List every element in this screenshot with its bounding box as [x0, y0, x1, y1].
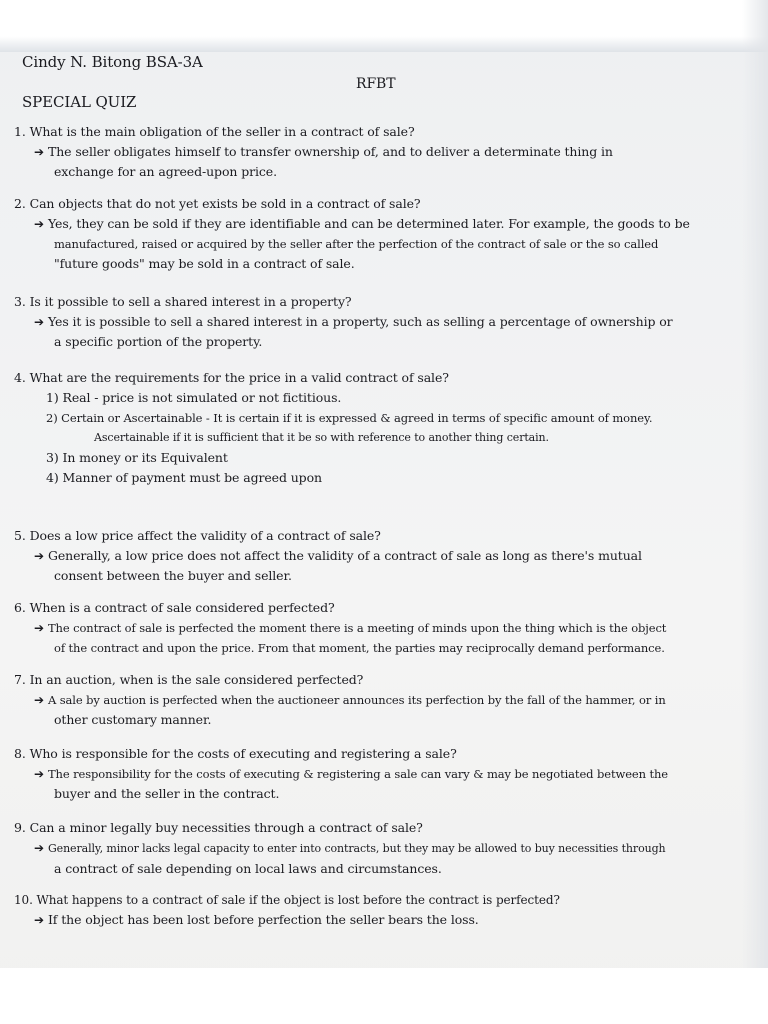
answer-line [14, 690, 754, 710]
arrow-icon: ➔ [34, 217, 44, 231]
bottom-margin [0, 968, 768, 1024]
arrow-icon: ➔ [34, 693, 44, 707]
answer-line [14, 910, 754, 930]
answer-continuation: other customary manner. [54, 712, 212, 727]
answer-continuation: consent between the buyer and seller. [54, 568, 292, 583]
question-block-10 [14, 890, 754, 930]
answer-line [14, 764, 754, 784]
answer-continuation: "future goods" may be sold in a contract of sale. [54, 256, 355, 271]
question-text: 7. In an auction, when is the sale considered perfected? [14, 672, 364, 687]
requirement-item: 2) Certain or Ascertainable - It is certain if it is expressed & agreed in terms of specific amount of money. [46, 411, 653, 425]
question-block-6 [14, 598, 754, 658]
subject-code: RFBT [356, 76, 396, 92]
arrow-icon: ➔ [34, 621, 44, 635]
question-block-2 [14, 194, 754, 274]
answer-text: The responsibility for the costs of executing & registering a sale can vary & may be negotiated between the [47, 767, 669, 781]
question-text: 4. What are the requirements for the price in a valid contract of sale? [14, 370, 449, 385]
question-text: 1. What is the main obligation of the seller in a contract of sale? [14, 124, 415, 139]
answer-line [14, 312, 754, 332]
answer-text: If the object has been lost before perfection the seller bears the loss. [47, 912, 479, 927]
answer-text: The seller obligates himself to transfer ownership of, and to deliver a determinate thing in [47, 144, 613, 159]
answer-continuation: a contract of sale depending on local laws and circumstances. [54, 861, 442, 876]
question-text: 9. Can a minor legally buy necessities through a contract of sale? [14, 820, 423, 835]
question-block-4 [14, 368, 754, 488]
arrow-icon: ➔ [34, 767, 44, 781]
student-name: Cindy N. Bitong BSA-3A [22, 53, 203, 71]
answer-text: Generally, a low price does not affect the validity of a contract of sale as long as there's mutual [47, 548, 642, 563]
answer-continuation: exchange for an agreed-upon price. [54, 164, 277, 179]
answer-text: The contract of sale is perfected the moment there is a meeting of minds upon the thing which is the object [47, 621, 667, 635]
question-text: 6. When is a contract of sale considered perfected? [14, 600, 335, 615]
question-block-7 [14, 670, 754, 730]
answer-text: Yes it is possible to sell a shared interest in a property, such as selling a percentage of ownership or [47, 314, 673, 329]
arrow-icon: ➔ [34, 315, 44, 329]
question-text: 5. Does a low price affect the validity of a contract of sale? [14, 528, 381, 543]
requirement-note: Ascertainable if it is sufficient that it be so with reference to another thing certain. [94, 431, 549, 444]
answer-continuation: of the contract and upon the price. From that moment, the parties may reciprocally demand performance. [54, 641, 665, 655]
requirement-item: 3) In money or its Equivalent [46, 450, 228, 465]
answer-line [14, 838, 754, 859]
answer-line [14, 618, 754, 638]
top-margin [0, 0, 768, 52]
requirement-item: 1) Real - price is not simulated or not fictitious. [46, 390, 342, 405]
arrow-icon: ➔ [34, 913, 44, 927]
arrow-icon: ➔ [34, 841, 44, 855]
question-text: 10. What happens to a contract of sale if the object is lost before the contract is perfected? [14, 893, 560, 907]
arrow-icon: ➔ [34, 145, 44, 159]
answer-continuation: a specific portion of the property. [54, 334, 263, 349]
answer-continuation: manufactured, raised or acquired by the seller after the perfection of the contract of sale or the so called [54, 237, 659, 251]
answer-line [14, 214, 754, 234]
question-block-1 [14, 122, 754, 182]
answer-text: A sale by auction is perfected when the auctioneer announces its perfection by the fall of the hammer, or in [47, 693, 666, 707]
answer-text: Yes, they can be sold if they are identifiable and can be determined later. For example, the goods to be [47, 216, 690, 231]
question-text: 8. Who is responsible for the costs of executing and registering a sale? [14, 746, 457, 761]
answer-line [14, 142, 754, 162]
answer-line [14, 546, 754, 566]
answer-continuation: buyer and the seller in the contract. [54, 786, 280, 801]
answer-text: Generally, minor lacks legal capacity to enter into contracts, but they may be allowed to buy necessities through [47, 842, 666, 855]
quiz-title: SPECIAL QUIZ [22, 93, 137, 111]
question-block-5 [14, 526, 754, 586]
question-block-3 [14, 292, 754, 352]
question-text: 2. Can objects that do not yet exists be sold in a contract of sale? [14, 196, 421, 211]
question-block-9 [14, 818, 754, 879]
question-block-8 [14, 744, 754, 804]
requirement-item: 4) Manner of payment must be agreed upon [46, 470, 322, 485]
arrow-icon: ➔ [34, 549, 44, 563]
question-text: 3. Is it possible to sell a shared interest in a property? [14, 294, 352, 309]
